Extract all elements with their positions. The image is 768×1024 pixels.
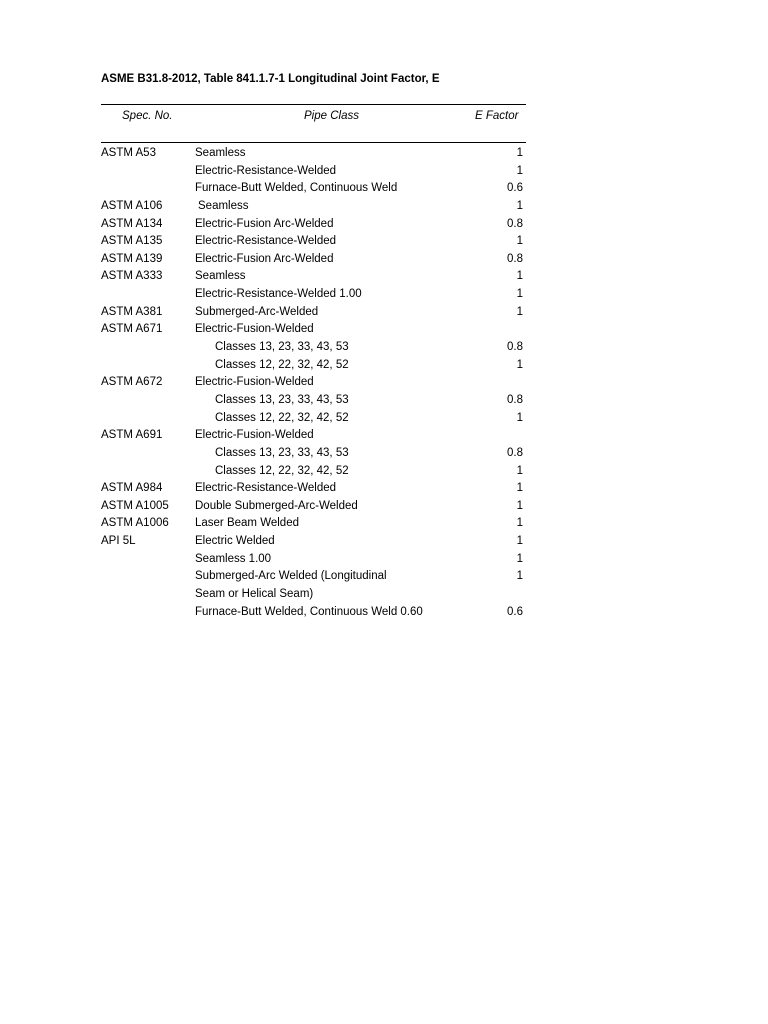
e-factor-cell: 1 (516, 482, 523, 495)
e-factor-cell: 0.8 (507, 393, 523, 406)
table-row (101, 163, 526, 181)
pipe-class-cell: Double Submerged-Arc-Welded (195, 499, 358, 512)
e-factor-cell: 1 (516, 499, 523, 512)
pipe-class-cell: Seamless 1.00 (195, 552, 272, 565)
table-row (101, 392, 526, 410)
table-row (101, 268, 526, 286)
table-row (101, 551, 526, 569)
e-factor-cell: 1 (516, 147, 523, 159)
spec-no-cell: ASTM A691 (101, 429, 163, 442)
table-title: ASME B31.8-2012, Table 841.1.7-1 Longitudinal Joint Factor, E (101, 73, 440, 85)
e-factor-cell: 1 (516, 270, 523, 283)
e-factor-cell: 1 (516, 411, 523, 424)
spec-no-cell: ASTM A1005 (101, 499, 169, 512)
pipe-class-cell: Electric-Fusion Arc-Welded (195, 217, 334, 230)
header-top-rule (101, 104, 526, 105)
table-row (101, 498, 526, 516)
table-row (101, 427, 526, 445)
column-header-e-factor: E Factor (475, 110, 519, 122)
table-body (101, 145, 526, 621)
spec-no-cell: ASTM A672 (101, 376, 163, 389)
header-bottom-rule (101, 142, 526, 143)
spec-no-cell: ASTM A1006 (101, 517, 169, 530)
table-row (101, 251, 526, 269)
spec-no-cell: ASTM A135 (101, 235, 163, 248)
table-row (101, 145, 526, 163)
table-row (101, 180, 526, 198)
e-factor-cell: 1 (516, 517, 523, 530)
column-header-spec-no: Spec. No. (122, 110, 173, 122)
pipe-class-cell: Electric-Fusion-Welded (195, 323, 314, 336)
table-row (101, 533, 526, 551)
table-row (101, 216, 526, 234)
pipe-class-cell: Submerged-Arc Welded (Longitudinal (195, 570, 387, 583)
pipe-class-cell: Electric-Resistance-Welded 1.00 (195, 288, 362, 301)
e-factor-cell: 1 (516, 535, 523, 548)
e-factor-cell: 1 (516, 358, 523, 371)
e-factor-cell: 1 (516, 464, 523, 477)
spec-no-cell: ASTM A333 (101, 270, 163, 283)
pipe-class-cell: Furnace-Butt Welded, Continuous Weld 0.60 (195, 605, 423, 618)
pipe-class-cell: Seam or Helical Seam) (195, 588, 314, 601)
spec-no-cell: ASTM A139 (101, 252, 163, 265)
table-row (101, 463, 526, 481)
pipe-class-cell: Furnace-Butt Welded, Continuous Weld (195, 182, 398, 195)
table-row (101, 304, 526, 322)
table-row (101, 445, 526, 463)
table-row (101, 410, 526, 428)
spec-no-cell: ASTM A134 (101, 217, 163, 230)
table-row (101, 374, 526, 392)
spec-no-cell: ASTM A984 (101, 482, 163, 495)
spec-no-cell: ASTM A53 (101, 147, 156, 159)
table-row (101, 357, 526, 375)
table-row (101, 604, 526, 622)
table-row (101, 321, 526, 339)
e-factor-cell: 1 (516, 552, 523, 565)
e-factor-cell: 1 (516, 570, 523, 583)
table-row (101, 339, 526, 357)
column-header-pipe-class: Pipe Class (304, 110, 359, 122)
e-factor-cell: 1 (516, 199, 523, 212)
spec-no-cell: ASTM A381 (101, 305, 163, 318)
spec-no-cell: ASTM A106 (101, 199, 163, 212)
pipe-class-cell: Seamless (195, 147, 246, 159)
table-row (101, 233, 526, 251)
pipe-class-cell: Laser Beam Welded (195, 517, 299, 530)
pipe-class-cell: Electric Welded (195, 535, 275, 548)
e-factor-cell: 0.8 (507, 446, 523, 459)
table-row (101, 568, 526, 586)
e-factor-cell: 1 (516, 235, 523, 248)
e-factor-cell: 0.8 (507, 341, 523, 354)
spec-no-cell: ASTM A671 (101, 323, 163, 336)
table-row (101, 286, 526, 304)
pipe-class-cell: Seamless (195, 270, 246, 283)
spec-no-cell: API 5L (101, 535, 136, 548)
table-row (101, 480, 526, 498)
pipe-class-cell: Seamless (198, 199, 249, 212)
e-factor-cell: 0.6 (507, 182, 523, 195)
e-factor-cell: 1 (516, 164, 523, 177)
pipe-class-cell: Electric-Resistance-Welded (195, 164, 337, 177)
pipe-class-cell: Electric-Fusion-Welded (195, 429, 314, 442)
e-factor-cell: 0.8 (507, 252, 523, 265)
pipe-class-cell: Classes 12, 22, 32, 42, 52 (215, 411, 349, 424)
e-factor-cell: 0.8 (507, 217, 523, 230)
pipe-class-cell: Electric-Resistance-Welded (195, 482, 337, 495)
pipe-class-cell: Electric-Fusion-Welded (195, 376, 314, 389)
pipe-class-cell: Classes 12, 22, 32, 42, 52 (215, 358, 349, 371)
e-factor-cell: 1 (516, 305, 523, 318)
pipe-class-cell: Classes 13, 23, 33, 43, 53 (215, 341, 349, 354)
pipe-class-cell: Classes 13, 23, 33, 43, 53 (215, 393, 349, 406)
table-row (101, 586, 526, 604)
e-factor-cell: 0.6 (507, 605, 523, 618)
table-row (101, 515, 526, 533)
pipe-class-cell: Submerged-Arc-Welded (195, 305, 319, 318)
table-row (101, 198, 526, 216)
pipe-class-cell: Electric-Fusion Arc-Welded (195, 252, 334, 265)
pipe-class-cell: Classes 12, 22, 32, 42, 52 (215, 464, 349, 477)
pipe-class-cell: Electric-Resistance-Welded (195, 235, 337, 248)
pipe-class-cell: Classes 13, 23, 33, 43, 53 (215, 446, 349, 459)
e-factor-cell: 1 (516, 288, 523, 301)
